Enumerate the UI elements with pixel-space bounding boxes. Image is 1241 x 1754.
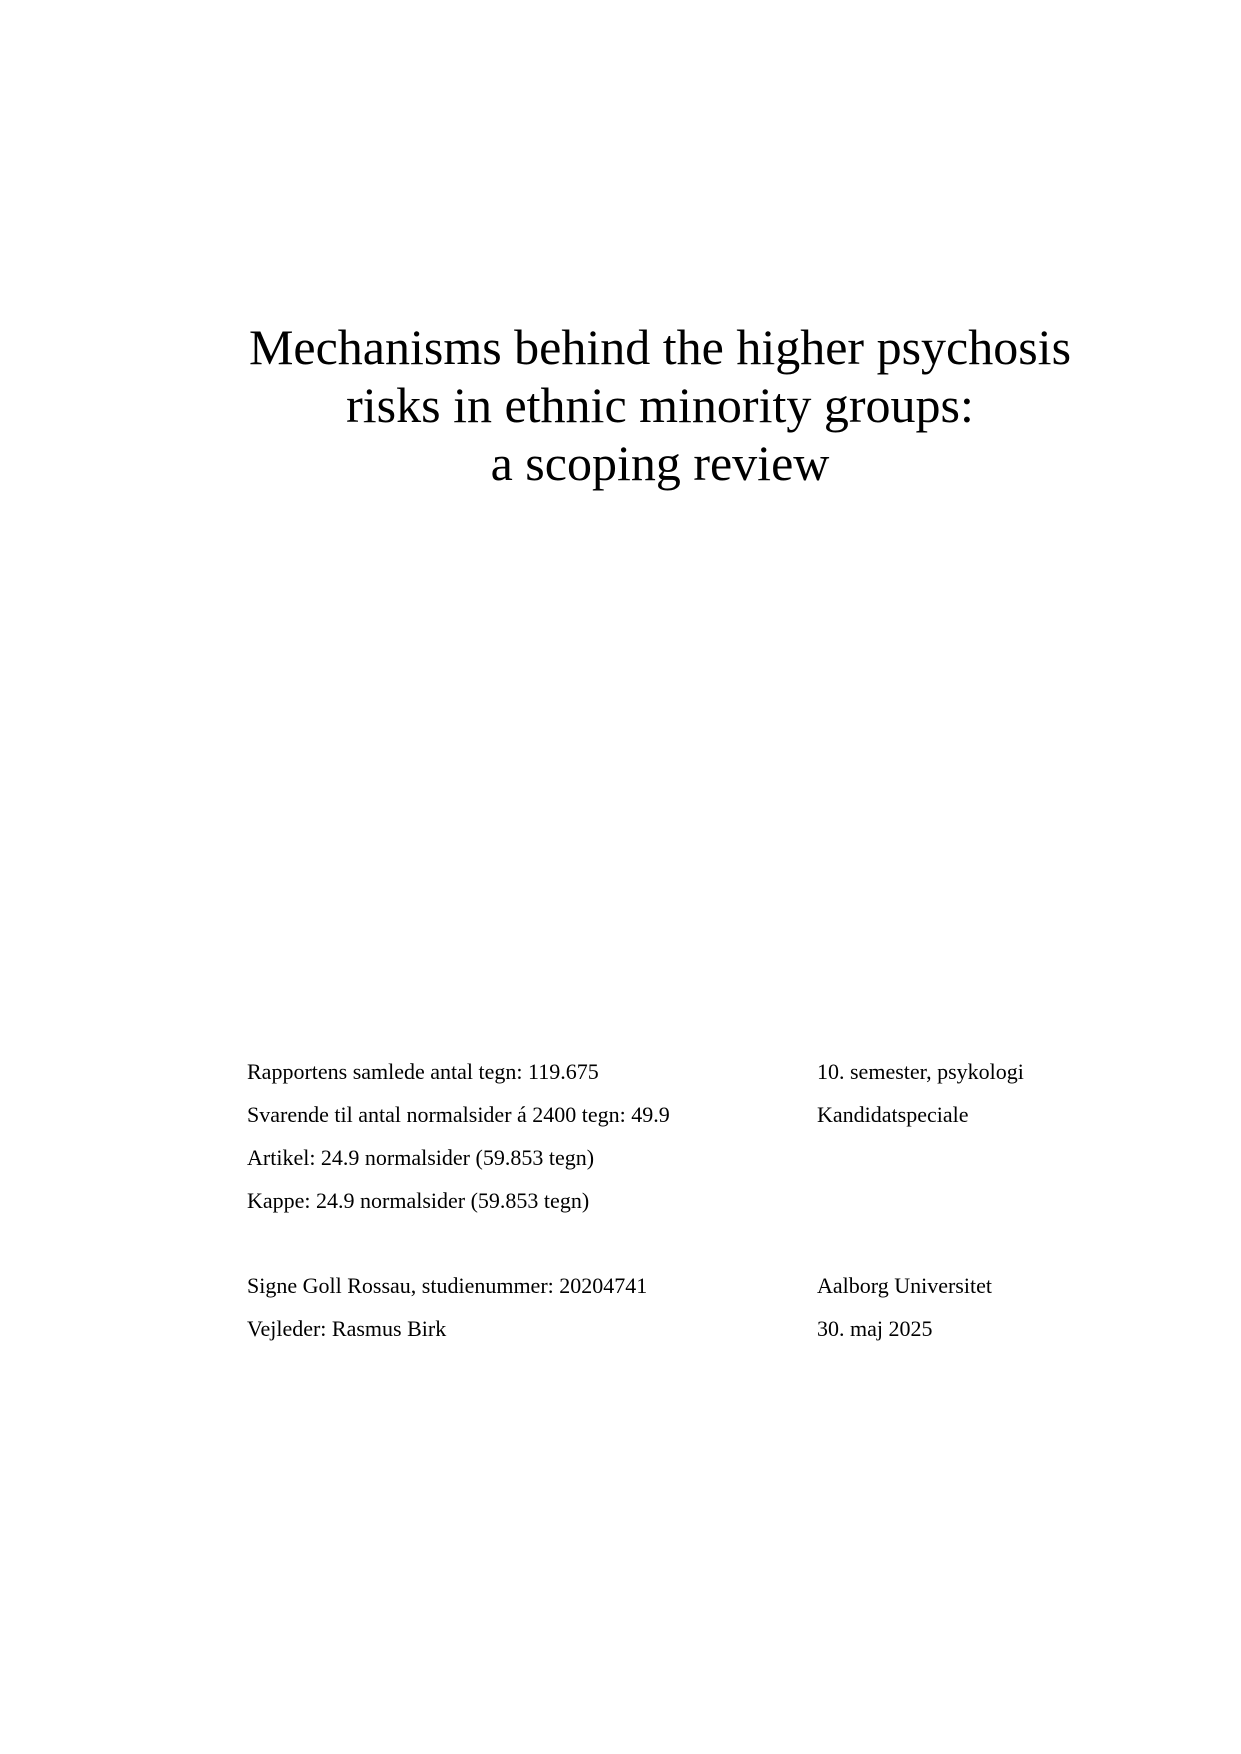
report-info-row <box>247 1136 1147 1179</box>
submission-date: 30. maj 2025 <box>817 1316 933 1341</box>
section-spacer <box>247 1222 1147 1264</box>
character-count: Rapportens samlede antal tegn: 119.675 <box>247 1059 599 1084</box>
article-length: Artikel: 24.9 normalsider (59.853 tegn) <box>247 1145 595 1170</box>
info-block <box>247 1050 1147 1350</box>
title-line-1: Mechanisms behind the higher psychosis <box>248 319 1072 375</box>
author-info-row <box>247 1307 1147 1350</box>
cover-length: Kappe: 24.9 normalsider (59.853 tegn) <box>247 1188 590 1213</box>
report-info-row <box>247 1179 1147 1222</box>
author-name: Signe Goll Rossau, studienummer: 20204741 <box>247 1273 648 1298</box>
author-info-row <box>247 1264 1147 1307</box>
title-line-2: risks in ethnic minority groups: <box>346 377 974 433</box>
thesis-type-label: Kandidatspeciale <box>817 1102 969 1127</box>
report-info-row <box>247 1093 1147 1136</box>
report-info-row <box>247 1050 1147 1093</box>
semester-label: 10. semester, psykologi <box>817 1059 1024 1084</box>
supervisor-name: Vejleder: Rasmus Birk <box>247 1316 447 1341</box>
university-name: Aalborg Universitet <box>817 1273 992 1298</box>
document-title <box>160 318 1160 492</box>
title-line-3: a scoping review <box>490 435 830 491</box>
normal-pages-count: Svarende til antal normalsider á 2400 tegn: 49.9 <box>247 1102 670 1127</box>
